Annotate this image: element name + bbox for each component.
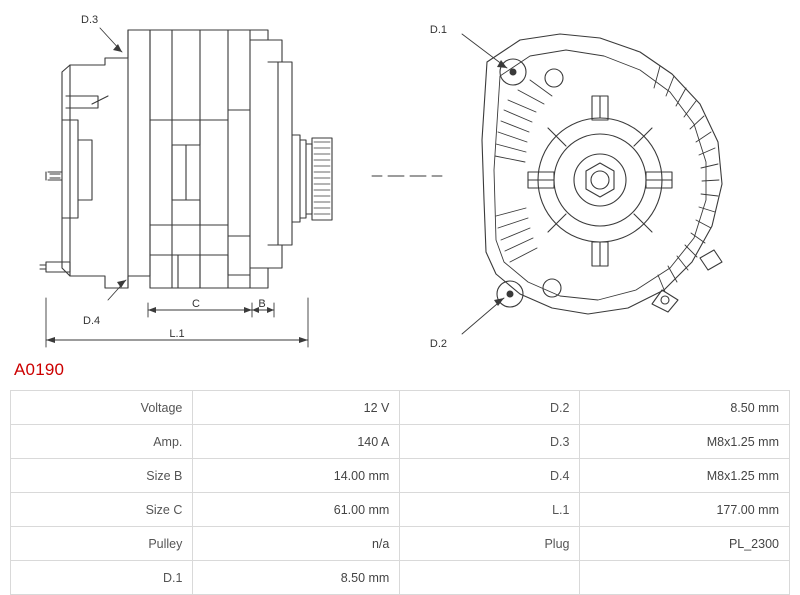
spec-label: Voltage bbox=[11, 391, 193, 425]
spec-value-2: 8.50 mm bbox=[580, 391, 790, 425]
table-row bbox=[11, 459, 790, 493]
table-row bbox=[11, 425, 790, 459]
spec-label-2: D.2 bbox=[400, 391, 580, 425]
spec-value-2: PL_2300 bbox=[580, 527, 790, 561]
spec-label-2: D.3 bbox=[400, 425, 580, 459]
label-c: C bbox=[192, 298, 200, 310]
spec-label-2: Plug bbox=[400, 527, 580, 561]
label-d3: D.3 bbox=[81, 14, 99, 26]
label-d1: D.1 bbox=[429, 24, 447, 36]
spec-value: 8.50 mm bbox=[193, 561, 400, 595]
table-row bbox=[11, 527, 790, 561]
spec-label: Amp. bbox=[11, 425, 193, 459]
spec-label: Size B bbox=[11, 459, 193, 493]
spec-empty-cell-2 bbox=[580, 561, 790, 595]
spec-value-2: 177.00 mm bbox=[580, 493, 790, 527]
specifications-table bbox=[10, 390, 790, 595]
spec-value-2: M8x1.25 mm bbox=[580, 459, 790, 493]
spec-empty-cell bbox=[400, 561, 580, 595]
table-row bbox=[11, 391, 790, 425]
label-d2: D.2 bbox=[429, 338, 447, 350]
spec-value: 14.00 mm bbox=[193, 459, 400, 493]
spec-label: Pulley bbox=[11, 527, 193, 561]
label-l1: L.1 bbox=[169, 328, 185, 340]
spec-label-2: L.1 bbox=[400, 493, 580, 527]
spec-value: 140 A bbox=[193, 425, 400, 459]
part-number-title: A0190 bbox=[14, 360, 65, 379]
spec-value: 61.00 mm bbox=[193, 493, 400, 527]
label-b: B bbox=[258, 298, 266, 310]
spec-value: n/a bbox=[193, 527, 400, 561]
spec-label: Size C bbox=[11, 493, 193, 527]
label-d4: D.4 bbox=[83, 315, 101, 327]
spec-value-2: M8x1.25 mm bbox=[580, 425, 790, 459]
spec-label-2: D.4 bbox=[400, 459, 580, 493]
table-row bbox=[11, 561, 790, 595]
spec-label: D.1 bbox=[11, 561, 193, 595]
table-row bbox=[11, 493, 790, 527]
spec-value: 12 V bbox=[193, 391, 400, 425]
